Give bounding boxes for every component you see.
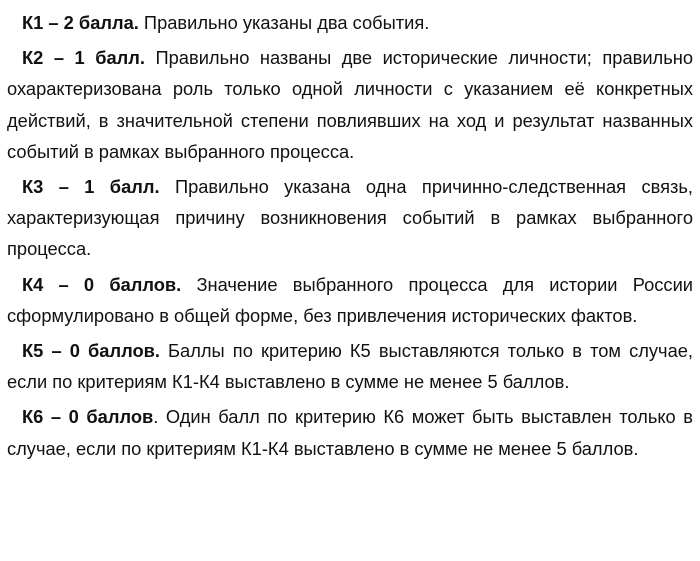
criterion-k5 bbox=[7, 335, 693, 397]
criterion-k4-text: Значение выбранного процесса для истории России сформулировано в общей форме, без привлечения исторических фактов. bbox=[7, 273, 693, 326]
criterion-k1-label: К1 – 2 балла. bbox=[22, 12, 139, 33]
criterion-k5-text: Баллы по критерию К5 выставляются только в том случае, если по критериям К1-К4 выставлено в сумме не менее 5 баллов. bbox=[7, 340, 693, 393]
criterion-k1 bbox=[7, 7, 693, 38]
criterion-k3-label: К3 – 1 балл. bbox=[22, 176, 160, 198]
criterion-k3-text: Правильно указана одна причинно-следственная связь, характеризующая причину возникновения событий в рамках выбранного процесса. bbox=[7, 176, 693, 260]
criterion-k6 bbox=[7, 401, 693, 463]
criterion-k4-label: К4 – 0 баллов. bbox=[22, 273, 182, 295]
grading-criteria-document bbox=[7, 7, 693, 468]
criterion-k2-label: К2 – 1 балл. bbox=[22, 47, 145, 69]
criterion-k4 bbox=[7, 269, 693, 331]
criterion-k3 bbox=[7, 171, 693, 265]
criterion-k6-label: К6 – 0 баллов bbox=[22, 406, 154, 428]
criterion-k5-label: К5 – 0 баллов. bbox=[22, 340, 160, 362]
criterion-k6-text: . Один балл по критерию К6 может быть выставлен только в случае, если по критериям К1-К4 выставлено в сумме не менее 5 баллов. bbox=[7, 406, 694, 459]
criterion-k1-text: Правильно указаны два события. bbox=[138, 12, 430, 33]
criterion-k2 bbox=[7, 42, 693, 167]
criterion-k2-text: Правильно названы две исторические личности; правильно охарактеризована роль только одной личности с указанием её конкретных действий, в значительной степени повлиявших на ход и результат названных событий в рамках выбранного процесса. bbox=[7, 47, 693, 162]
